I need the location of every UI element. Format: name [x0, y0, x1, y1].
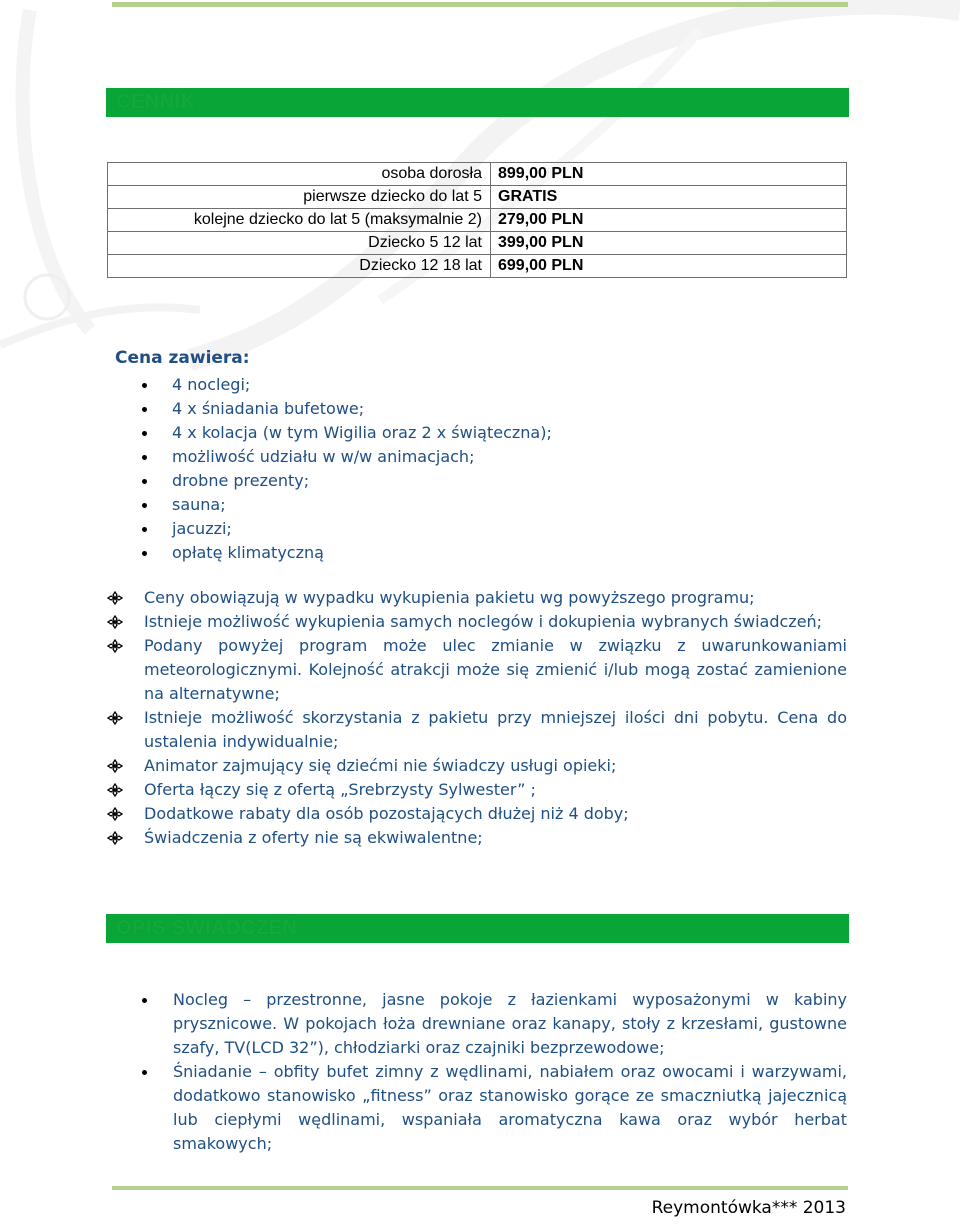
table-row: [108, 232, 847, 255]
diamond-bullet-icon: [107, 615, 123, 629]
condition-text: Świadczenia z oferty nie są ekwiwalentne;: [144, 828, 483, 847]
bottom-decorative-bar: [112, 1186, 848, 1190]
description-list: [136, 988, 847, 1156]
condition-item: [107, 610, 847, 634]
top-decorative-bar: [112, 2, 848, 7]
condition-text: Dodatkowe rabaty dla osób pozostających dłużej niż 4 doby;: [144, 804, 629, 823]
condition-text: Podany powyżej program może ulec zmianie w związku z uwarunkowaniami meteorologicznymi. Kolejność atrakcji może się zmienić i/lub mogą zostać zamienione na alternatywne;: [144, 636, 847, 703]
description-item: Nocleg – przestronne, jasne pokoje z łazienkami wyposażonymi w kabiny prysznicowe. W pokojach łoża drewniane oraz kanapy, stoły z krzesłami, gustowne szafy, TV(LCD 32”), chłodziarki oraz czajniki bezprzewodowe;: [136, 988, 847, 1060]
list-item: opłatę klimatyczną: [115, 541, 552, 565]
includes-title: Cena zawiera:: [115, 348, 250, 368]
price-label: Dziecko 5 12 lat: [108, 232, 491, 255]
condition-item: [107, 778, 847, 802]
condition-text: Ceny obowiązują w wypadku wykupienia pakietu wg powyższego programu;: [144, 588, 755, 607]
price-label: Dziecko 12 18 lat: [108, 255, 491, 278]
pricing-section-title: CENNIK: [116, 91, 196, 113]
diamond-bullet-icon: [107, 639, 123, 653]
condition-item: [107, 802, 847, 826]
price-label: osoba dorosła: [108, 163, 491, 186]
diamond-bullet-icon: [107, 831, 123, 845]
description-section-header: [106, 914, 849, 943]
diamond-bullet-icon: [107, 711, 123, 725]
list-item: 4 x kolacja (w tym Wigilia oraz 2 x świąteczna);: [115, 421, 552, 445]
price-value: 399,00 PLN: [491, 232, 847, 255]
table-row: [108, 186, 847, 209]
condition-text: Istnieje możliwość wykupienia samych noclegów i dokupienia wybranych świadczeń;: [144, 612, 823, 631]
condition-text: Animator zajmujący się dziećmi nie świadczy usługi opieki;: [144, 756, 617, 775]
price-table: [107, 162, 847, 278]
pricing-section-header: [106, 88, 849, 117]
condition-item: [107, 754, 847, 778]
condition-item: [107, 826, 847, 850]
description-section-title: OPIS ŚWIADCZEŃ: [116, 917, 298, 939]
price-value: 699,00 PLN: [491, 255, 847, 278]
list-item: drobne prezenty;: [115, 469, 552, 493]
price-label: kolejne dziecko do lat 5 (maksymalnie 2): [108, 209, 491, 232]
condition-item: [107, 634, 847, 706]
list-item: możliwość udziału w w/w animacjach;: [115, 445, 552, 469]
description-item: Śniadanie – obfity bufet zimny z wędlinami, nabiałem oraz owocami i warzywami, dodatkowo stanowisko „fitness” oraz stanowisko gorące ze smaczniutką jajecznicą lub ciepłymi wędlinami, wspaniała aromatyczna kawa oraz wybór herbat smakowych;: [136, 1060, 847, 1156]
condition-text: Istnieje możliwość skorzystania z pakietu przy mniejszej ilości dni pobytu. Cena do ustalenia indywidualnie;: [144, 708, 847, 751]
diamond-bullet-icon: [107, 591, 123, 605]
table-row: [108, 163, 847, 186]
price-label: pierwsze dziecko do lat 5: [108, 186, 491, 209]
table-row: [108, 255, 847, 278]
diamond-bullet-icon: [107, 783, 123, 797]
condition-text: Oferta łączy się z ofertą „Srebrzysty Sylwester” ;: [144, 780, 536, 799]
price-value: 899,00 PLN: [491, 163, 847, 186]
list-item: jacuzzi;: [115, 517, 552, 541]
conditions-list: [107, 586, 847, 850]
list-item: 4 x śniadania bufetowe;: [115, 397, 552, 421]
price-value: GRATIS: [491, 186, 847, 209]
includes-list: [115, 373, 552, 565]
price-value: 279,00 PLN: [491, 209, 847, 232]
footer-text: Reymontówka*** 2013: [651, 1198, 846, 1218]
list-item: sauna;: [115, 493, 552, 517]
diamond-bullet-icon: [107, 807, 123, 821]
list-item: 4 noclegi;: [115, 373, 552, 397]
table-row: [108, 209, 847, 232]
diamond-bullet-icon: [107, 759, 123, 773]
condition-item: [107, 586, 847, 610]
condition-item: [107, 706, 847, 754]
